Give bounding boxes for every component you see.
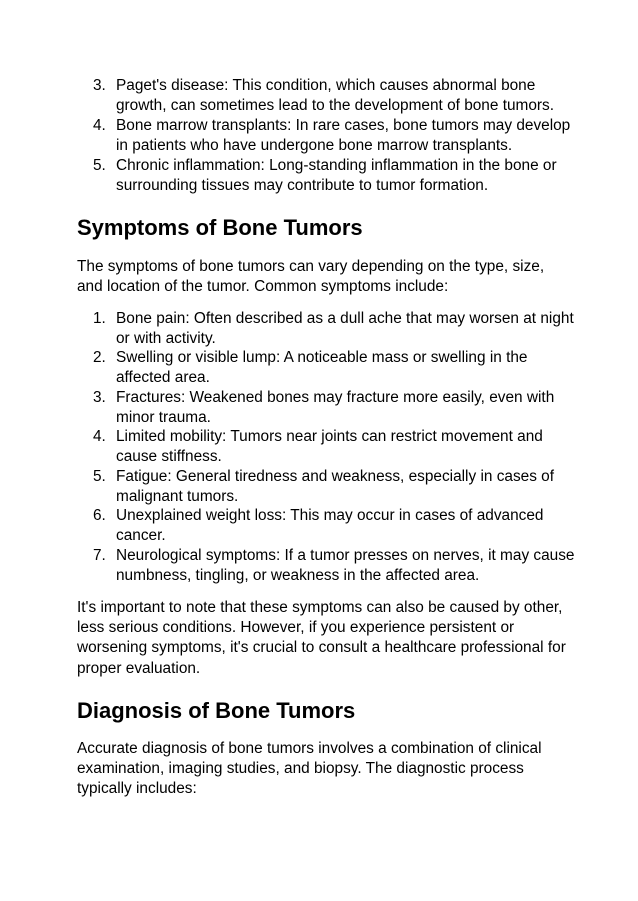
list-item <box>0 76 638 116</box>
list-item <box>0 348 638 388</box>
list-item <box>0 506 638 546</box>
list-item <box>0 427 638 467</box>
symptoms-intro: The symptoms of bone tumors can vary depending on the type, size, and location of the tumor. Common symptoms include: <box>77 258 545 296</box>
list-item-text: Fatigue: General tiredness and weakness, especially in cases of malignant tumors. <box>116 468 555 505</box>
section-heading-diagnosis: Diagnosis of Bone Tumors <box>77 698 356 723</box>
list-item-number: 5. <box>93 157 106 174</box>
list-item-number: 4. <box>93 428 106 445</box>
list-item-text: Unexplained weight loss: This may occur in cases of advanced cancer. <box>116 507 544 544</box>
list-item-number: 1. <box>93 310 106 327</box>
list-item <box>0 388 638 428</box>
list-item-number: 5. <box>93 468 106 485</box>
list-item-number: 7. <box>93 547 106 564</box>
symptoms-note: It's important to note that these symptoms can also be caused by other, less serious conditions. However, if you experience persistent or worsening symptoms, it's crucial to consult a healthcare professional for proper evaluation. <box>77 599 566 677</box>
list-item-text: Bone pain: Often described as a dull ache that may worsen at night or with activity. <box>116 310 574 347</box>
list-item-text: Fractures: Weakened bones may fracture more easily, even with minor trauma. <box>116 389 555 426</box>
list-item-text: Bone marrow transplants: In rare cases, bone tumors may develop in patients who have undergone bone marrow transplants. <box>116 117 571 154</box>
list-item <box>0 546 638 586</box>
list-item <box>0 116 638 156</box>
list-item <box>0 467 638 507</box>
list-item-text: Neurological symptoms: If a tumor presses on nerves, it may cause numbness, tingling, or weakness in the affected area. <box>116 547 575 584</box>
list-item <box>0 309 638 349</box>
list-item-text: Limited mobility: Tumors near joints can restrict movement and cause stiffness. <box>116 428 543 465</box>
list-item-text: Swelling or visible lump: A noticeable mass or swelling in the affected area. <box>116 349 528 386</box>
list-item <box>0 156 638 196</box>
list-item-number: 2. <box>93 349 106 366</box>
list-item-number: 4. <box>93 117 106 134</box>
list-item-number: 6. <box>93 507 106 524</box>
list-item-number: 3. <box>93 77 106 94</box>
list-item-text: Chronic inflammation: Long-standing inflammation in the bone or surrounding tissues may contribute to tumor formation. <box>116 157 557 194</box>
diagnosis-intro: Accurate diagnosis of bone tumors involves a combination of clinical examination, imaging studies, and biopsy. The diagnostic process typically includes: <box>77 740 542 798</box>
list-item-number: 3. <box>93 389 106 406</box>
list-item-text: Paget's disease: This condition, which causes abnormal bone growth, can sometimes lead to the development of bone tumors. <box>116 77 555 114</box>
section-heading-symptoms: Symptoms of Bone Tumors <box>77 215 363 240</box>
